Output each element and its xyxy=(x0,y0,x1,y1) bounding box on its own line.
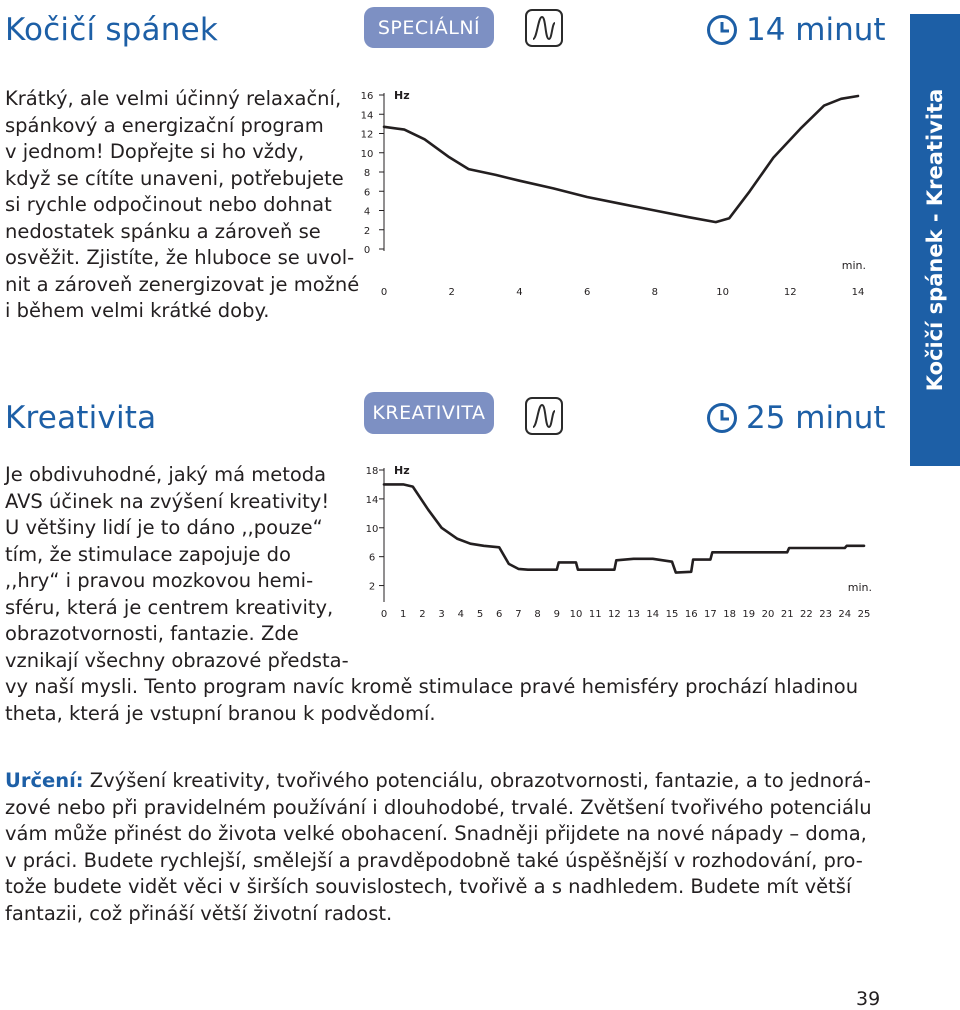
purpose-paragraph xyxy=(5,768,885,927)
x-tick-label: 10 xyxy=(569,609,583,620)
text-line: obrazotvornosti, fantazie. Zde xyxy=(5,622,299,645)
x-tick-label: 8 xyxy=(534,609,541,620)
x-tick-label: 14 xyxy=(646,609,660,620)
text-line: zové nebo při pravidelném používání i dlouhodobé, trvalé. Zvětšení tvořivého potenciálu xyxy=(5,795,872,819)
text-line: i během velmi krátké doby. xyxy=(5,299,270,322)
x-tick-label: 9 xyxy=(553,609,560,620)
y-tick-label: 0 xyxy=(363,245,371,256)
frequency-chart-creativity xyxy=(355,458,885,628)
y-tick-label: 8 xyxy=(363,168,371,179)
x-tick-label: 16 xyxy=(684,609,698,620)
page-number: 39 xyxy=(856,988,881,1010)
y-tick-label: 12 xyxy=(360,129,374,141)
x-tick-label: 14 xyxy=(851,287,865,298)
x-tick-label: 7 xyxy=(515,609,522,620)
program-type-badge: KREATIVITA xyxy=(364,392,494,434)
y-tick-label: 2 xyxy=(368,581,376,593)
x-tick-label: 21 xyxy=(780,609,794,620)
y-tick-label: 4 xyxy=(363,206,371,218)
program-duration xyxy=(706,12,886,48)
y-unit-label: Hz xyxy=(394,89,410,102)
y-tick-label: 14 xyxy=(360,110,374,122)
text-line: AVS účinek na zvýšení kreativity! xyxy=(5,489,330,513)
text-line: vám může přinést do života velké obohacení. Snadněji přijdete na nové nápady – doma, xyxy=(5,822,867,845)
side-tab-label: Kočičí spánek - Kreativita xyxy=(923,88,947,392)
frequency-chart-cat-nap xyxy=(355,85,885,300)
text-line: ,,hry“ i pravou mozkovou hemi- xyxy=(5,569,314,592)
x-tick-label: 22 xyxy=(800,609,813,620)
x-tick-label: 8 xyxy=(651,287,659,298)
chapter-side-tab xyxy=(910,14,960,466)
purpose-label: Určení: xyxy=(5,769,84,792)
frequency-series-line xyxy=(384,96,858,222)
x-tick-label: 4 xyxy=(516,287,523,298)
x-tick-label: 1 xyxy=(400,609,407,620)
clock-icon xyxy=(706,14,738,46)
y-tick-label: 14 xyxy=(365,494,379,506)
text-line: sféru, která je centrem kreativity, xyxy=(5,595,334,619)
x-tick-label: 6 xyxy=(583,287,591,298)
x-tick-label: 10 xyxy=(716,287,729,298)
x-unit-label: min. xyxy=(841,259,866,272)
x-tick-label: 6 xyxy=(496,609,503,620)
text-line: U většiny lidí je to dáno ,,pouze“ xyxy=(5,516,323,539)
section-description xyxy=(5,86,365,325)
x-tick-label: 4 xyxy=(457,609,464,620)
x-tick-label: 18 xyxy=(723,609,736,620)
text-line: v jednom! Dopřejte si ho vždy, xyxy=(5,140,305,163)
duration-text: 14 minut xyxy=(746,12,886,48)
text-line: osvěžit. Zjistíte, že hluboce se uvol- xyxy=(5,246,355,269)
y-tick-label: 10 xyxy=(365,523,379,535)
x-tick-label: 23 xyxy=(819,609,832,620)
x-tick-label: 15 xyxy=(665,609,679,620)
x-tick-label: 11 xyxy=(588,609,602,620)
x-tick-label: 25 xyxy=(857,609,871,620)
text-line: Zvýšení kreativity, tvořivého potenciálu, obrazotvornosti, fantazie, a to jednorá- xyxy=(83,769,871,792)
x-tick-label: 12 xyxy=(608,609,621,620)
text-line: theta, která je vstupní branou k podvědomí. xyxy=(5,701,436,725)
section-title-cat-nap: Kočičí spánek xyxy=(5,12,219,48)
text-line: vznikají všechny obrazové předsta- xyxy=(5,648,349,672)
x-tick-label: 2 xyxy=(448,287,455,298)
y-tick-label: 2 xyxy=(363,225,371,237)
text-line: tím, že stimulace zapojuje do xyxy=(5,542,291,566)
x-unit-label: min. xyxy=(847,581,872,594)
text-line: vy naší mysli. Tento program navíc kromě stimulace pravé hemisféry prochází hladinou xyxy=(5,675,859,698)
x-tick-label: 5 xyxy=(476,609,484,620)
clock-icon xyxy=(706,402,738,434)
x-tick-label: 13 xyxy=(627,609,640,620)
x-tick-label: 0 xyxy=(380,609,388,620)
y-tick-label: 6 xyxy=(363,187,371,199)
y-tick-label: 18 xyxy=(365,466,379,477)
text-line: si rychle odpočinout nebo dohnat xyxy=(5,193,332,216)
text-line: fantazii, což přináší větší životní radost. xyxy=(5,901,393,925)
x-tick-label: 3 xyxy=(438,609,445,620)
text-line: v práci. Budete rychlejší, smělejší a pravděpodobně také úspěšnější v rozhodování, pro- xyxy=(5,848,863,872)
text-line: nedostatek spánku a zároveň se xyxy=(5,219,321,243)
program-type-badge: SPECIÁLNÍ xyxy=(364,7,494,48)
x-tick-label: 12 xyxy=(783,287,797,298)
section-title-creativity: Kreativita xyxy=(5,400,157,436)
text-line: tože budete vidět věci v širších souvislostech, tvořivě a s nadhledem. Budete mít větší xyxy=(5,875,852,898)
x-tick-label: 19 xyxy=(742,609,756,620)
sine-wave-icon xyxy=(525,9,563,47)
x-tick-label: 0 xyxy=(380,287,388,298)
y-tick-label: 10 xyxy=(360,148,374,160)
y-tick-label: 16 xyxy=(360,91,374,102)
y-tick-label: 6 xyxy=(368,552,376,564)
text-line: Je obdivuhodné, jaký má metoda xyxy=(5,463,327,486)
x-tick-label: 20 xyxy=(761,609,775,620)
x-tick-label: 24 xyxy=(838,609,852,620)
text-line: Krátký, ale velmi účinný relaxační, xyxy=(5,87,342,110)
duration-text: 25 minut xyxy=(746,400,886,436)
text-line: když se cítíte unaveni, potřebujete xyxy=(5,166,344,190)
frequency-series-line xyxy=(384,484,864,572)
x-tick-label: 2 xyxy=(419,609,426,620)
text-line: nit a zároveň zenergizovat je možné xyxy=(5,272,360,296)
text-line: spánkový a energizační program xyxy=(5,113,324,137)
x-tick-label: 17 xyxy=(704,609,717,620)
sine-wave-icon xyxy=(525,397,563,435)
y-unit-label: Hz xyxy=(394,464,410,477)
program-duration xyxy=(706,400,886,436)
